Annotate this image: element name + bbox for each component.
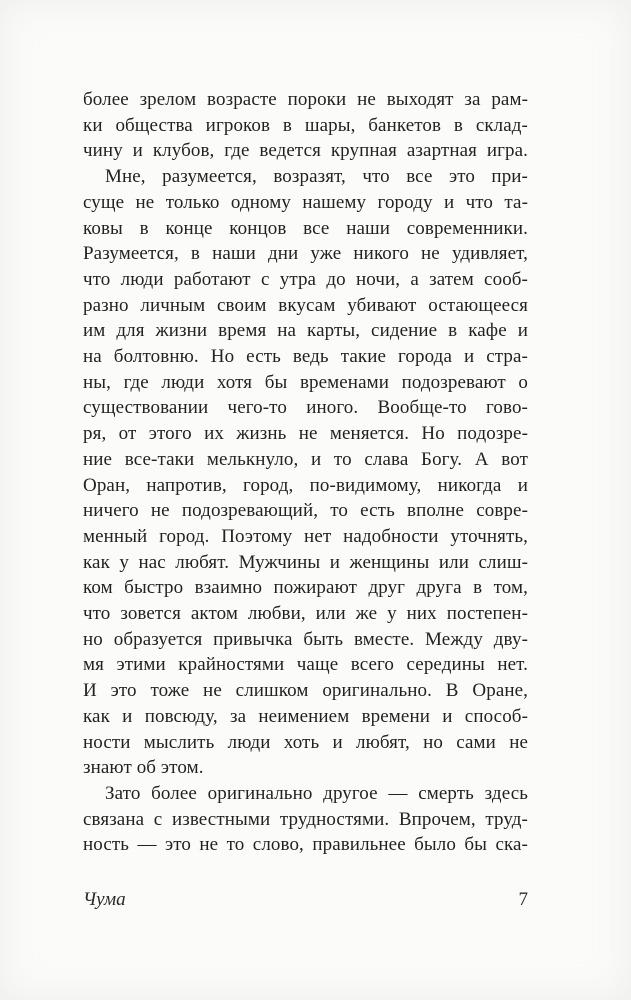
text-line: менный город. Поэтому нет надобности уточнять,: [83, 525, 528, 547]
running-title: Чума: [83, 889, 126, 910]
text-line: как и повсюду, за неимением времени и способ-: [83, 705, 528, 727]
text-line: что зовется актом любви, или же у них постепен-: [83, 603, 528, 625]
text-line: ности мыслить люди хоть и любят, но сами не: [83, 731, 528, 753]
text-line: ние все-таки мелькнуло, и то слава Богу. А вот: [83, 448, 528, 470]
page-number: 7: [518, 889, 528, 910]
text-line: на болтовню. Но есть ведь такие города и стра-: [83, 346, 528, 368]
text-line: но образуется привычка быть вместе. Между дву-: [83, 628, 528, 650]
text-line: существовании чего-то иного. Вообще-то гово-: [83, 397, 528, 419]
text-line: как у нас любят. Мужчины и женщины или слиш-: [83, 551, 528, 573]
text-block: [83, 87, 528, 858]
text-line: ничего не подозревающий, то есть вполне совре-: [83, 500, 528, 522]
text-line: что люди работают с утра до ночи, а затем сооб-: [83, 268, 528, 290]
text-line: ки общества игроков в шары, банкетов в склад-: [83, 114, 528, 136]
text-line: Разумеется, в наши дни уже никого не удивляет,: [83, 243, 528, 265]
text-line: чину и клубов, где ведется крупная азартная игра.: [83, 140, 528, 162]
text-line: ря, от этого их жизнь не меняется. Но подозре-: [83, 423, 528, 445]
text-line: Мне, разумеется, возразят, что все это при-: [105, 166, 528, 188]
text-line: ны, где люди хотя бы временами подозревают о: [83, 371, 528, 393]
text-line: Оран, напротив, город, по-видимому, никогда и: [83, 474, 528, 496]
text-line: знают об этом.: [83, 757, 204, 779]
text-line: И это тоже не слишком оригинально. В Оране,: [83, 680, 528, 702]
page-footer: [83, 889, 528, 911]
text-line: им для жизни время на карты, сидение в кафе и: [83, 320, 528, 342]
text-line: мя этими крайностями чаще всего середины нет.: [83, 654, 528, 676]
text-line: суще не только одному нашему городу и что та-: [83, 191, 528, 213]
text-line: разно личным своим вкусам убивают остающееся: [83, 294, 528, 316]
text-line: ность — это не то слово, правильнее было бы ска-: [83, 834, 528, 856]
text-line: ковы в конце концов все наши современники.: [83, 217, 528, 239]
text-line: связана с известными трудностями. Впрочем, труд-: [83, 808, 528, 830]
text-line: более зрелом возрасте пороки не выходят за рам-: [83, 89, 528, 110]
text-line: ком быстро взаимно пожирают друг друга в том,: [83, 577, 528, 599]
text-line: Зато более оригинально другое — смерть здесь: [105, 782, 528, 804]
